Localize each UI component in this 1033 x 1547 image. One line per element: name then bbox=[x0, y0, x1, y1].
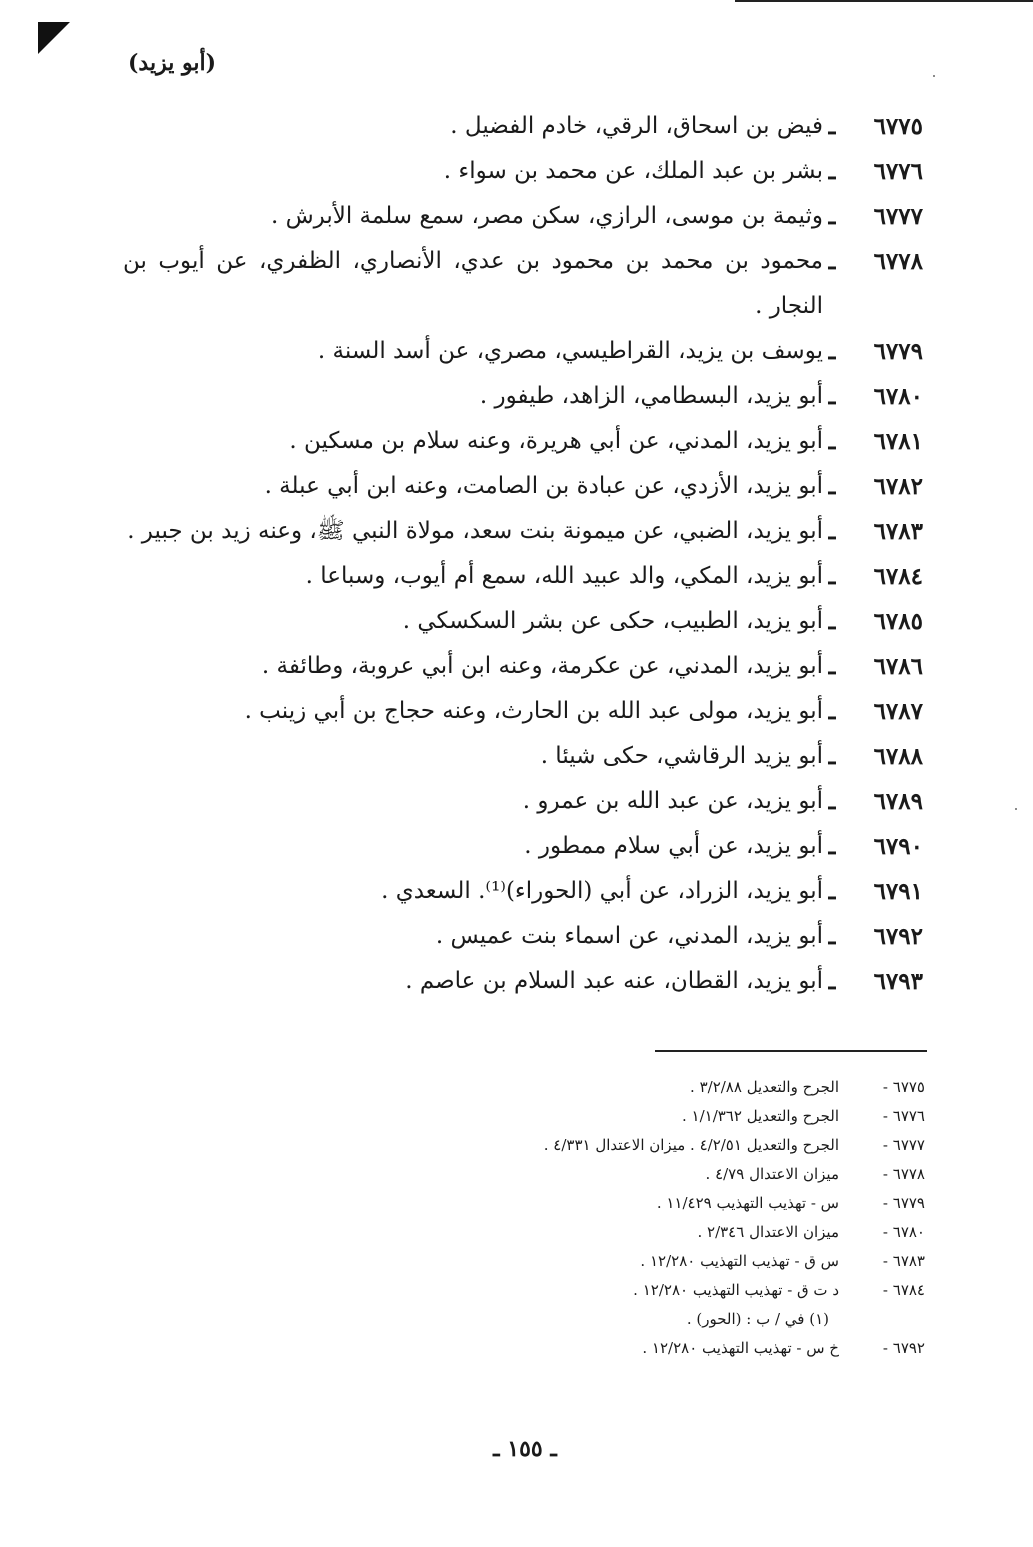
entry bbox=[123, 644, 923, 689]
footnote-number: ٦٧٧٨ - bbox=[882, 1165, 925, 1183]
footnote-text: س ق - تهذيب التهذيب ١٢/٢٨٠ . bbox=[640, 1252, 839, 1270]
entry bbox=[123, 374, 923, 419]
speck bbox=[1015, 808, 1017, 810]
footnote-row bbox=[365, 1102, 925, 1131]
entry-dash: ـ bbox=[828, 338, 836, 365]
footnote-number: ٦٧٨٠ - bbox=[882, 1223, 925, 1241]
entry-dash: ـ bbox=[828, 653, 836, 680]
entry-number: ٦٧٧٦ bbox=[873, 158, 923, 185]
entry-text: أبو يزيد الرقاشي، حكى شيئا . bbox=[540, 743, 823, 769]
entry-dash: ـ bbox=[828, 383, 836, 410]
entry-number: ٦٧٧٨ bbox=[873, 248, 923, 275]
entry-number: ٦٧٧٩ bbox=[873, 338, 923, 365]
entry-text: أبو يزيد، عن أبي سلام ممطور . bbox=[524, 833, 823, 859]
entry-text: أبو يزيد، القطان، عنه عبد السلام بن عاصم . bbox=[405, 968, 823, 994]
footnote-rule bbox=[655, 1050, 927, 1052]
footnote-text: ميزان الاعتدال ٢/٣٤٦ . bbox=[697, 1223, 839, 1241]
entry-text: بشر بن عبد الملك، عن محمد بن سواء . bbox=[443, 158, 823, 184]
entry bbox=[123, 104, 923, 149]
entry bbox=[123, 239, 923, 329]
footnote-number: ٦٧٨٣ - bbox=[882, 1252, 925, 1270]
entry-dash: ـ bbox=[828, 743, 836, 770]
footnotes bbox=[365, 1073, 925, 1363]
entry bbox=[123, 779, 923, 824]
entry-text: فيض بن اسحاق، الرقي، خادم الفضيل . bbox=[450, 113, 823, 139]
footnote-number: ٦٧٩٢ - bbox=[882, 1339, 925, 1357]
footnote-row bbox=[365, 1189, 925, 1218]
entry bbox=[123, 509, 923, 554]
footnote-number: ٦٧٨٤ - bbox=[882, 1281, 925, 1299]
entry bbox=[123, 869, 923, 914]
entry bbox=[123, 959, 923, 1004]
entry-number: ٦٧٨٨ bbox=[873, 743, 923, 770]
entry-dash: ـ bbox=[828, 473, 836, 500]
footnote-number: ٦٧٧٧ - bbox=[882, 1136, 925, 1154]
entry bbox=[123, 824, 923, 869]
footnote-row bbox=[365, 1218, 925, 1247]
entry-number: ٦٧٩٢ bbox=[873, 923, 923, 950]
entry bbox=[123, 149, 923, 194]
entry-dash: ـ bbox=[828, 923, 836, 950]
footnote-number: ٦٧٧٦ - bbox=[882, 1107, 925, 1125]
entry-number: ٦٧٨٢ bbox=[873, 473, 923, 500]
entry-number: ٦٧٨٣ bbox=[873, 518, 923, 545]
footnote-text: س - تهذيب التهذيب ١١/٤٢٩ . bbox=[656, 1194, 839, 1212]
entry-number: ٦٧٩٣ bbox=[873, 968, 923, 995]
entry-text: أبو يزيد، المدني، عن عكرمة، وعنه ابن أبي عروبة، وطائفة . bbox=[261, 653, 823, 679]
footnote-row bbox=[365, 1073, 925, 1102]
entry bbox=[123, 734, 923, 779]
footnote-text: د ت ق - تهذيب التهذيب ١٢/٢٨٠ . bbox=[633, 1281, 839, 1299]
entry-text: أبو يزيد، الأزدي، عن عبادة بن الصامت، وعنه ابن أبي عبلة . bbox=[264, 473, 823, 499]
speck bbox=[933, 75, 935, 77]
entry-dash: ـ bbox=[828, 833, 836, 860]
entry-number: ٦٧٩٠ bbox=[873, 833, 923, 860]
entry-dash: ـ bbox=[828, 203, 836, 230]
entry bbox=[123, 554, 923, 599]
footnote-row bbox=[365, 1276, 925, 1305]
entry-number: ٦٧٧٧ bbox=[873, 203, 923, 230]
footnote-number: ٦٧٧٩ - bbox=[882, 1194, 925, 1212]
entry-dash: ـ bbox=[828, 608, 836, 635]
entry-number: ٦٧٨٥ bbox=[873, 608, 923, 635]
entry bbox=[123, 464, 923, 509]
entry-text: أبو يزيد، المدني، عن أبي هريرة، وعنه سلام بن مسكين . bbox=[289, 428, 823, 454]
entry-text: أبو يزيد، مولى عبد الله بن الحارث، وعنه حجاج بن أبي زينب . bbox=[244, 698, 823, 724]
entries-list bbox=[123, 104, 923, 1004]
entry-number: ٦٧٨٦ bbox=[873, 653, 923, 680]
entry-text: أبو يزيد، المكي، والد عبيد الله، سمع أم أيوب، وسباعا . bbox=[305, 563, 823, 589]
entry bbox=[123, 329, 923, 374]
entry-dash: ـ bbox=[828, 428, 836, 455]
entry-text: أبو يزيد، الضبي، عن ميمونة بنت سعد، مولاة النبي ﷺ، وعنه زيد بن جبير . bbox=[127, 518, 823, 544]
footnote-text: خ س - تهذيب التهذيب ١٢/٢٨٠ . bbox=[642, 1339, 839, 1357]
entry-text: أبو يزيد، الزراد، عن أبي (الحوراء)⁽¹⁾. السعدي . bbox=[381, 878, 823, 904]
entry bbox=[123, 689, 923, 734]
top-rule bbox=[735, 0, 1033, 2]
running-head: (أبو يزيد) bbox=[128, 50, 217, 76]
footnote-row bbox=[365, 1334, 925, 1363]
entry-dash: ـ bbox=[828, 248, 836, 275]
entry-number: ٦٧٨٧ bbox=[873, 698, 923, 725]
entry-text: محمود بن محمد بن محمود بن عدي، الأنصاري، الظفري، عن أيوب بن النجار . bbox=[123, 248, 823, 319]
entry-text: وثيمة بن موسى، الرازي، سكن مصر، سمع سلمة الأبرش . bbox=[270, 203, 823, 229]
footnote-text: الجرح والتعديل ١/١/٣٦٢ . bbox=[681, 1107, 839, 1125]
entry-dash: ـ bbox=[828, 788, 836, 815]
entry-number: ٦٧٨٩ bbox=[873, 788, 923, 815]
entry-text: أبو يزيد، الطبيب، حكى عن بشر السكسكي . bbox=[402, 608, 823, 634]
footnote-text: الجرح والتعديل ٣/٢/٨٨ . bbox=[690, 1078, 839, 1096]
entry-dash: ـ bbox=[828, 563, 836, 590]
entry bbox=[123, 419, 923, 464]
entry-dash: ـ bbox=[828, 113, 836, 140]
entry-number: ٦٧٨٠ bbox=[873, 383, 923, 410]
entry-number: ٦٧٧٥ bbox=[873, 113, 923, 140]
entry-dash: ـ bbox=[828, 518, 836, 545]
entry-text: أبو يزيد، عن عبد الله بن عمرو . bbox=[522, 788, 823, 814]
entry-text: أبو يزيد، المدني، عن اسماء بنت عميس . bbox=[435, 923, 823, 949]
corner-mark bbox=[38, 22, 70, 54]
footnote-row bbox=[365, 1131, 925, 1160]
footnote-row bbox=[365, 1160, 925, 1189]
entry bbox=[123, 914, 923, 959]
entry-number: ٦٧٨٤ bbox=[873, 563, 923, 590]
entry-number: ٦٧٩١ bbox=[873, 878, 923, 905]
entry-dash: ـ bbox=[828, 968, 836, 995]
entry-number: ٦٧٨١ bbox=[873, 428, 923, 455]
footnote-text: ميزان الاعتدال ٤/٧٩ . bbox=[705, 1165, 839, 1183]
entry-dash: ـ bbox=[828, 158, 836, 185]
page-number: ـ ١٥٥ ـ bbox=[493, 1436, 557, 1462]
textual-note: (١) في / ب : (الحور) . bbox=[686, 1310, 829, 1328]
entry bbox=[123, 194, 923, 239]
entry-text: أبو يزيد، البسطامي، الزاهد، طيفور . bbox=[479, 383, 823, 409]
entry bbox=[123, 599, 923, 644]
entry-dash: ـ bbox=[828, 878, 836, 905]
footnote-text: الجرح والتعديل ٤/٢/٥١ . ميزان الاعتدال ٤/٣٣١ . bbox=[543, 1136, 839, 1154]
footnote-number: ٦٧٧٥ - bbox=[882, 1078, 925, 1096]
footnote-row bbox=[365, 1247, 925, 1276]
entry-text: يوسف بن يزيد، القراطيسي، مصري، عن أسد السنة . bbox=[317, 338, 823, 364]
entry-dash: ـ bbox=[828, 698, 836, 725]
